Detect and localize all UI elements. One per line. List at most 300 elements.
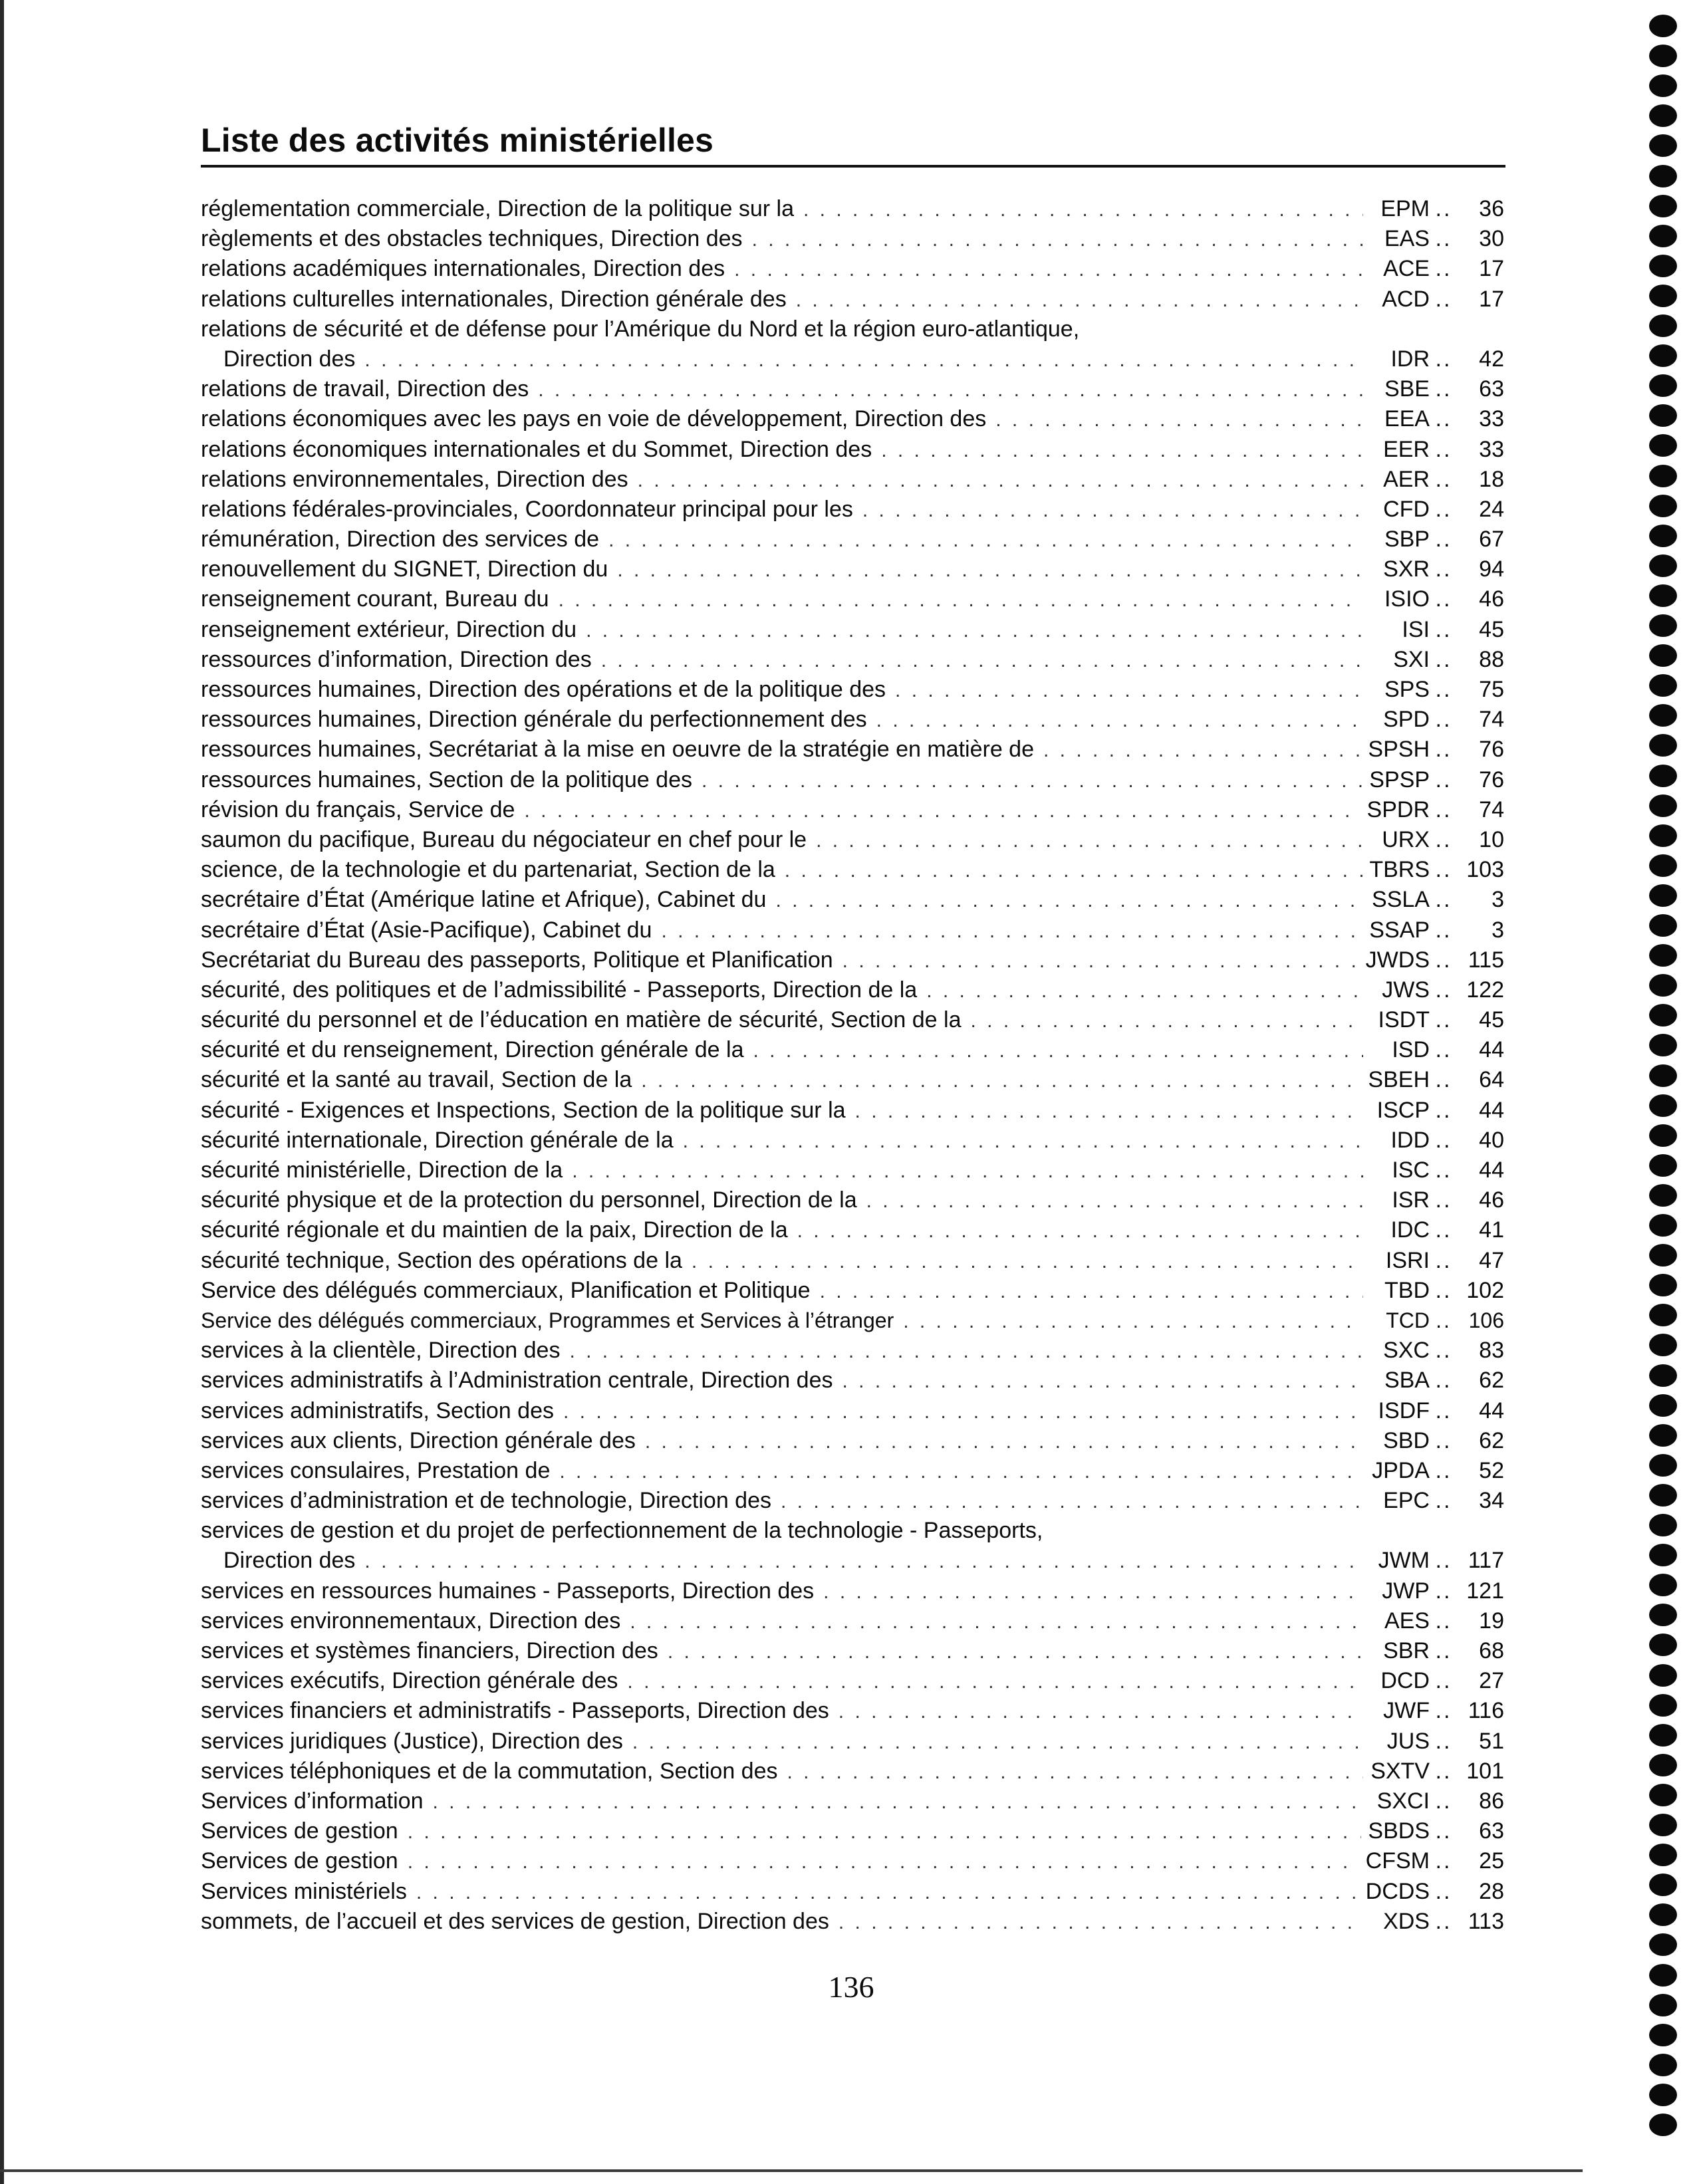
binding-hole bbox=[1649, 1214, 1677, 1237]
entry-page: 76 bbox=[1479, 737, 1504, 763]
dot-leader bbox=[785, 856, 1363, 886]
entry-code: SBR bbox=[1383, 1638, 1430, 1663]
entry-label: services consulaires, Prestation de bbox=[201, 1457, 551, 1483]
entry-page: 42 bbox=[1479, 346, 1504, 372]
entry-label: science, de la technologie et du partenariat, Section de la bbox=[201, 857, 775, 883]
code-page-separator: .. bbox=[1435, 796, 1452, 822]
binding-hole bbox=[1649, 1844, 1677, 1866]
index-entry bbox=[201, 584, 1504, 614]
entry-code: ACD bbox=[1382, 286, 1430, 312]
binding-hole bbox=[1649, 1304, 1677, 1326]
entry-label: sécurité physique et de la protection du personnel, Direction de la bbox=[201, 1187, 857, 1213]
binding-hole bbox=[1649, 1664, 1677, 1687]
entry-code: IDR bbox=[1390, 346, 1430, 372]
entry-code: CFSM bbox=[1365, 1848, 1430, 1874]
entry-label: ressources humaines, Direction générale du perfectionnement des bbox=[201, 707, 867, 733]
entry-page: 46 bbox=[1479, 1187, 1504, 1213]
dot-leader bbox=[702, 766, 1363, 796]
index-entry bbox=[201, 1486, 1504, 1516]
index-entry-row bbox=[201, 1246, 1504, 1276]
entry-page: 17 bbox=[1479, 286, 1504, 312]
index-entry-row bbox=[201, 1907, 1504, 1937]
index-entry bbox=[201, 1877, 1504, 1907]
dot-leader bbox=[538, 375, 1363, 405]
entry-page: 45 bbox=[1479, 616, 1504, 642]
entry-code: SSLA bbox=[1372, 887, 1430, 913]
binding-hole bbox=[1649, 584, 1677, 607]
entry-page: 62 bbox=[1479, 1427, 1504, 1453]
dot-leader bbox=[876, 705, 1363, 735]
index-entry bbox=[201, 825, 1504, 855]
index-entry-row bbox=[201, 224, 1504, 254]
code-page-separator: .. bbox=[1435, 196, 1452, 221]
entry-page: 44 bbox=[1479, 1097, 1504, 1123]
entry-label: renseignement courant, Bureau du bbox=[201, 586, 549, 612]
dot-leader bbox=[683, 1126, 1363, 1156]
entry-label: relations économiques internationales et du Sommet, Direction des bbox=[201, 436, 872, 462]
code-page-separator: .. bbox=[1435, 1548, 1452, 1574]
dot-leader bbox=[563, 1397, 1363, 1427]
entry-label: Secrétariat du Bureau des passeports, Politique et Planification bbox=[201, 947, 833, 973]
index-entry-row bbox=[201, 675, 1504, 705]
dot-leader bbox=[855, 1096, 1363, 1126]
entry-page: 67 bbox=[1479, 527, 1504, 552]
index-entry bbox=[201, 1396, 1504, 1426]
index-entry-row bbox=[201, 1306, 1504, 1336]
entry-page: 34 bbox=[1479, 1488, 1504, 1514]
dot-leader bbox=[572, 1156, 1363, 1186]
code-page-separator: .. bbox=[1435, 737, 1452, 763]
binding-hole bbox=[1649, 2114, 1677, 2136]
entry-page: 30 bbox=[1479, 226, 1504, 252]
code-page-separator: .. bbox=[1435, 1217, 1452, 1243]
binding-hole bbox=[1649, 2024, 1677, 2046]
code-page-separator: .. bbox=[1435, 1187, 1452, 1213]
index-entry bbox=[201, 1096, 1504, 1126]
binding-hole bbox=[1649, 1274, 1677, 1296]
entry-code: ISDF bbox=[1378, 1397, 1430, 1423]
entry-code: SBEH bbox=[1368, 1067, 1430, 1093]
dot-leader bbox=[601, 646, 1363, 675]
dot-leader bbox=[820, 1276, 1363, 1306]
entry-code: SXC bbox=[1383, 1338, 1430, 1364]
binding-hole bbox=[1649, 1154, 1677, 1177]
entry-label: sécurité ministérielle, Direction de la bbox=[201, 1157, 563, 1183]
entry-code: IDC bbox=[1390, 1217, 1430, 1243]
code-page-separator: .. bbox=[1435, 887, 1452, 913]
entry-code: JPDA bbox=[1372, 1457, 1430, 1483]
index-entry-row bbox=[201, 1486, 1504, 1516]
index-entry bbox=[201, 404, 1504, 434]
entry-label: ressources humaines, Section de la politique des bbox=[201, 767, 692, 792]
page-title: Liste des activités ministérielles bbox=[201, 122, 714, 159]
code-page-separator: .. bbox=[1435, 826, 1452, 852]
binding-hole bbox=[1649, 1484, 1677, 1507]
binding-hole bbox=[1649, 314, 1677, 337]
dot-leader bbox=[641, 1066, 1361, 1096]
binding-hole bbox=[1649, 525, 1677, 547]
index-entry-row bbox=[201, 1786, 1504, 1816]
index-entry-row bbox=[201, 374, 1504, 404]
dot-leader bbox=[734, 255, 1363, 285]
entry-code: JUS bbox=[1386, 1728, 1430, 1754]
entry-code: SPS bbox=[1384, 677, 1430, 702]
entry-page: 74 bbox=[1479, 707, 1504, 733]
index-entry-row bbox=[201, 404, 1504, 434]
entry-code: SPSP bbox=[1369, 767, 1430, 792]
entry-label: Direction des bbox=[223, 1548, 356, 1574]
index-entry bbox=[201, 1456, 1504, 1486]
index-entry bbox=[201, 525, 1504, 554]
code-page-separator: .. bbox=[1435, 1127, 1452, 1153]
index-entry bbox=[201, 435, 1504, 465]
code-page-separator: .. bbox=[1435, 1578, 1452, 1604]
entry-page: 121 bbox=[1466, 1578, 1504, 1604]
binding-hole bbox=[1649, 1694, 1677, 1717]
dot-leader bbox=[775, 886, 1363, 915]
dot-leader bbox=[692, 1247, 1363, 1276]
index-entry-row bbox=[201, 915, 1504, 945]
code-page-separator: .. bbox=[1435, 527, 1452, 552]
index-entry bbox=[201, 975, 1504, 1005]
entry-code: SXTV bbox=[1370, 1758, 1430, 1784]
index-entry bbox=[201, 1636, 1504, 1666]
dot-leader bbox=[781, 1487, 1363, 1517]
entry-page: 74 bbox=[1479, 796, 1504, 822]
dot-leader bbox=[668, 1637, 1363, 1667]
index-entry bbox=[201, 945, 1504, 975]
entry-label: Service des délégués commerciaux, Planification et Politique bbox=[201, 1277, 811, 1303]
entry-code: URX bbox=[1382, 826, 1430, 852]
index-entry bbox=[201, 885, 1504, 915]
entry-code: SXCI bbox=[1376, 1788, 1430, 1814]
binding-hole bbox=[1649, 1964, 1677, 1987]
index-entry bbox=[201, 1666, 1504, 1696]
entry-page: 46 bbox=[1479, 586, 1504, 612]
entry-code: JWS bbox=[1382, 977, 1430, 1003]
dot-leader bbox=[408, 1817, 1362, 1847]
entry-page: 102 bbox=[1466, 1277, 1504, 1303]
entry-label: révision du français, Service de bbox=[201, 796, 515, 822]
dot-leader bbox=[408, 1847, 1359, 1877]
binding-hole bbox=[1649, 285, 1677, 307]
index-entry bbox=[201, 1757, 1504, 1786]
index-entry-row bbox=[201, 254, 1504, 284]
entry-code: EEA bbox=[1384, 406, 1430, 432]
code-page-separator: .. bbox=[1435, 346, 1452, 372]
index-entry-row bbox=[201, 285, 1504, 314]
entry-page: 41 bbox=[1479, 1217, 1504, 1243]
index-entry-row bbox=[201, 1636, 1504, 1666]
entry-page: 64 bbox=[1479, 1067, 1504, 1093]
code-page-separator: .. bbox=[1435, 1788, 1452, 1814]
entry-code: TBD bbox=[1384, 1277, 1430, 1303]
index-entry-row bbox=[201, 584, 1504, 614]
entry-page: 36 bbox=[1479, 196, 1504, 221]
index-entry-row bbox=[201, 855, 1504, 885]
entry-code: EAS bbox=[1384, 226, 1430, 252]
entry-page: 17 bbox=[1479, 256, 1504, 282]
entry-label: sécurité du personnel et de l’éducation en matière de sécurité, Section de la bbox=[201, 1007, 962, 1033]
code-page-separator: .. bbox=[1435, 1818, 1452, 1844]
entry-page: 18 bbox=[1479, 466, 1504, 492]
index-entry bbox=[201, 495, 1504, 525]
dot-leader bbox=[638, 465, 1363, 495]
entry-code: TCD bbox=[1386, 1308, 1430, 1332]
binding-hole bbox=[1649, 374, 1677, 397]
index-entry bbox=[201, 1276, 1504, 1306]
entry-label: réglementation commerciale, Direction de la politique sur la bbox=[201, 196, 794, 221]
entry-code: SBE bbox=[1384, 376, 1430, 402]
code-page-separator: .. bbox=[1435, 376, 1452, 402]
entry-code: ISR bbox=[1392, 1187, 1430, 1213]
code-page-separator: .. bbox=[1435, 1457, 1452, 1483]
binding-hole bbox=[1649, 15, 1677, 37]
entry-page: 44 bbox=[1479, 1397, 1504, 1423]
index-entry-row bbox=[201, 1366, 1504, 1395]
code-page-separator: .. bbox=[1435, 1427, 1452, 1453]
index-entry bbox=[201, 1576, 1504, 1606]
binding-hole bbox=[1649, 1604, 1677, 1626]
entry-code: SPDR bbox=[1366, 796, 1430, 822]
entry-page: 62 bbox=[1479, 1368, 1504, 1394]
binding-hole bbox=[1649, 434, 1677, 457]
entry-label: sécurité, des politiques et de l’admissibilité - Passeports, Direction de la bbox=[201, 977, 918, 1003]
dot-leader bbox=[903, 1306, 1363, 1336]
binding-hole bbox=[1649, 1184, 1677, 1207]
binding-holes bbox=[1649, 15, 1680, 2169]
index-entry-row bbox=[201, 465, 1504, 495]
entry-page: 76 bbox=[1479, 767, 1504, 792]
code-page-separator: .. bbox=[1435, 1037, 1452, 1063]
dot-leader bbox=[753, 1036, 1363, 1066]
binding-hole bbox=[1649, 1574, 1677, 1596]
code-page-separator: .. bbox=[1435, 1848, 1452, 1874]
index-entry-row bbox=[201, 1696, 1504, 1726]
index-entry-row bbox=[201, 1666, 1504, 1696]
binding-hole bbox=[1649, 225, 1677, 247]
entry-page: 3 bbox=[1492, 887, 1504, 913]
binding-hole bbox=[1649, 104, 1677, 127]
index-entry-row bbox=[201, 1606, 1504, 1636]
binding-hole bbox=[1649, 644, 1677, 667]
index-entry bbox=[201, 1005, 1504, 1035]
index-entry-row bbox=[201, 1126, 1504, 1155]
dot-leader bbox=[842, 1366, 1363, 1396]
entry-code: ISCP bbox=[1376, 1097, 1430, 1123]
entry-code: ISIO bbox=[1384, 586, 1430, 612]
binding-hole bbox=[1649, 884, 1677, 907]
binding-hole bbox=[1649, 2084, 1677, 2106]
entry-code: SXI bbox=[1393, 646, 1430, 672]
entry-code: TBRS bbox=[1369, 857, 1430, 883]
entry-label: services de gestion et du projet de perfectionnement de la technologie - Passeports, bbox=[201, 1518, 1043, 1544]
entry-code: JWDS bbox=[1365, 947, 1430, 973]
index-entry bbox=[201, 1336, 1504, 1366]
entry-code: SPD bbox=[1383, 707, 1430, 733]
index-entry-row bbox=[201, 975, 1504, 1005]
entry-code: ACE bbox=[1383, 256, 1430, 282]
code-page-separator: .. bbox=[1435, 1638, 1452, 1663]
entry-code: DCD bbox=[1380, 1668, 1430, 1694]
entry-label: relations environnementales, Direction des bbox=[201, 466, 628, 492]
dot-leader bbox=[970, 1006, 1363, 1036]
index-entry-row bbox=[201, 1877, 1504, 1907]
binding-hole bbox=[1649, 794, 1677, 817]
binding-hole bbox=[1649, 1394, 1677, 1417]
binding-hole bbox=[1649, 74, 1677, 97]
binding-hole bbox=[1649, 495, 1677, 517]
page-edge-left bbox=[0, 0, 4, 2184]
dot-leader bbox=[839, 1907, 1363, 1937]
binding-hole bbox=[1649, 1424, 1677, 1447]
index-entry-row bbox=[201, 885, 1504, 915]
dot-leader bbox=[661, 916, 1363, 946]
index-entry-row bbox=[201, 765, 1504, 795]
code-page-separator: .. bbox=[1435, 1247, 1452, 1273]
entry-code: JWF bbox=[1383, 1698, 1430, 1724]
dot-leader bbox=[524, 796, 1360, 826]
entry-label: renouvellement du SIGNET, Direction du bbox=[201, 556, 608, 582]
activity-index-list bbox=[201, 194, 1504, 1937]
entry-page: 28 bbox=[1479, 1878, 1504, 1904]
entry-label: ressources d’information, Direction des bbox=[201, 646, 592, 672]
binding-hole bbox=[1649, 404, 1677, 427]
index-entry-row bbox=[201, 1576, 1504, 1606]
dot-leader bbox=[995, 405, 1363, 435]
dot-leader bbox=[866, 1186, 1363, 1216]
entry-page: 51 bbox=[1479, 1728, 1504, 1754]
code-page-separator: .. bbox=[1435, 1608, 1452, 1634]
index-entry bbox=[201, 1065, 1504, 1095]
entry-label: services environnementaux, Direction des bbox=[201, 1608, 621, 1634]
index-entry bbox=[201, 224, 1504, 254]
binding-hole bbox=[1649, 1244, 1677, 1267]
page-header bbox=[201, 118, 1505, 168]
index-entry bbox=[201, 1606, 1504, 1636]
entry-code: AER bbox=[1383, 466, 1430, 492]
dot-leader bbox=[843, 946, 1359, 976]
dot-leader bbox=[816, 826, 1363, 856]
code-page-separator: .. bbox=[1435, 917, 1452, 943]
entry-label: secrétaire d’État (Asie-Pacifique), Cabinet du bbox=[201, 917, 652, 943]
index-entry-row bbox=[201, 1456, 1504, 1486]
entry-page: 44 bbox=[1479, 1157, 1504, 1183]
index-entry bbox=[201, 675, 1504, 705]
entry-code: EPM bbox=[1380, 196, 1430, 221]
index-entry-row bbox=[201, 1396, 1504, 1426]
binding-hole bbox=[1649, 45, 1677, 67]
index-entry bbox=[201, 1366, 1504, 1395]
code-page-separator: .. bbox=[1435, 616, 1452, 642]
entry-label: règlements et des obstacles techniques, Direction des bbox=[201, 226, 743, 252]
code-page-separator: .. bbox=[1435, 256, 1452, 282]
index-entry-row bbox=[201, 1426, 1504, 1456]
entry-page: 113 bbox=[1468, 1908, 1504, 1934]
dot-leader bbox=[586, 616, 1363, 646]
index-entry bbox=[201, 314, 1504, 374]
entry-label: renseignement extérieur, Direction du bbox=[201, 616, 577, 642]
binding-hole bbox=[1649, 1124, 1677, 1147]
index-entry-row bbox=[201, 344, 1504, 374]
code-page-separator: .. bbox=[1435, 406, 1452, 432]
dot-leader bbox=[1043, 735, 1361, 765]
binding-hole bbox=[1649, 1094, 1677, 1117]
entry-page: 116 bbox=[1468, 1698, 1504, 1724]
index-entry-row bbox=[201, 1215, 1504, 1245]
entry-code: ISRI bbox=[1385, 1247, 1430, 1273]
index-entry bbox=[201, 1516, 1504, 1576]
entry-label: services exécutifs, Direction générale des bbox=[201, 1668, 618, 1694]
index-entry bbox=[201, 1306, 1504, 1336]
entry-page: 86 bbox=[1479, 1788, 1504, 1814]
entry-code: EPC bbox=[1383, 1488, 1430, 1514]
index-entry bbox=[201, 1246, 1504, 1276]
binding-hole bbox=[1649, 824, 1677, 847]
dot-leader bbox=[364, 1546, 1363, 1576]
code-page-separator: .. bbox=[1435, 556, 1452, 582]
entry-label: ressources humaines, Secrétariat à la mise en oeuvre de la stratégie en matière de bbox=[201, 737, 1034, 763]
entry-code: EER bbox=[1383, 436, 1430, 462]
entry-label: services administratifs à l’Administration centrale, Direction des bbox=[201, 1368, 833, 1394]
code-page-separator: .. bbox=[1435, 857, 1452, 883]
entry-code: SBP bbox=[1384, 527, 1430, 552]
entry-page: 63 bbox=[1479, 1818, 1504, 1844]
binding-hole bbox=[1649, 1874, 1677, 1896]
index-entry-row bbox=[201, 495, 1504, 525]
binding-hole bbox=[1649, 704, 1677, 727]
entry-label: Services d’information bbox=[201, 1788, 424, 1814]
index-entry-row bbox=[201, 1005, 1504, 1035]
entry-label: sécurité et du renseignement, Direction générale de la bbox=[201, 1037, 744, 1063]
dot-leader bbox=[627, 1667, 1363, 1697]
entry-code: ISC bbox=[1392, 1157, 1430, 1183]
code-page-separator: .. bbox=[1435, 1007, 1452, 1033]
index-entry-row bbox=[201, 1727, 1504, 1757]
binding-hole bbox=[1649, 165, 1677, 187]
entry-page: 3 bbox=[1492, 917, 1504, 943]
entry-code: JWP bbox=[1382, 1578, 1430, 1604]
entry-label: relations de travail, Direction des bbox=[201, 376, 529, 402]
binding-hole bbox=[1649, 854, 1677, 877]
index-entry bbox=[201, 1696, 1504, 1726]
entry-page: 24 bbox=[1479, 496, 1504, 522]
index-entry-row bbox=[201, 1336, 1504, 1366]
entry-page: 44 bbox=[1479, 1037, 1504, 1063]
binding-hole bbox=[1649, 1064, 1677, 1087]
entry-code: XDS bbox=[1383, 1908, 1430, 1934]
index-entry bbox=[201, 1426, 1504, 1456]
binding-hole bbox=[1649, 914, 1677, 937]
binding-hole bbox=[1649, 734, 1677, 757]
index-entry bbox=[201, 374, 1504, 404]
index-entry bbox=[201, 285, 1504, 314]
entry-label: Direction des bbox=[223, 346, 356, 372]
index-entry-row bbox=[201, 1185, 1504, 1215]
dot-leader bbox=[617, 555, 1363, 585]
index-entry-row bbox=[201, 1096, 1504, 1126]
code-page-separator: .. bbox=[1435, 646, 1452, 672]
entry-label: sécurité et la santé au travail, Section de la bbox=[201, 1067, 632, 1093]
entry-page: 33 bbox=[1479, 406, 1504, 432]
code-page-separator: .. bbox=[1435, 1067, 1452, 1093]
index-entry-row bbox=[201, 1846, 1504, 1876]
dot-leader bbox=[862, 495, 1363, 525]
code-page-separator: .. bbox=[1435, 767, 1452, 792]
code-page-separator: .. bbox=[1435, 586, 1452, 612]
dot-leader bbox=[839, 1697, 1363, 1727]
entry-label: relations culturelles internationales, Direction générale des bbox=[201, 286, 787, 312]
